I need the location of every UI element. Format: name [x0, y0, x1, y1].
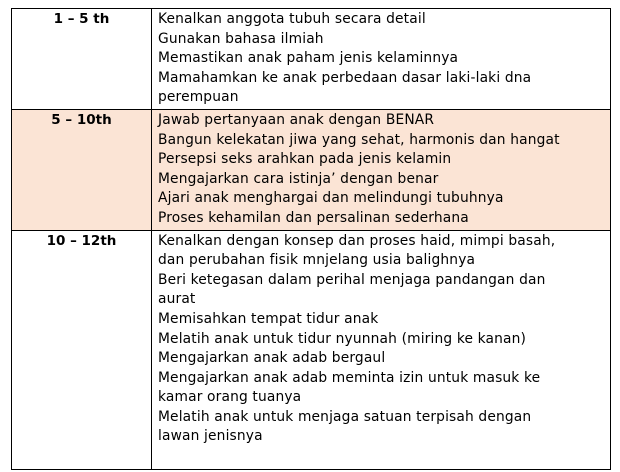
- guidance-line: Proses kehamilan dan persalinan sederhana: [158, 209, 469, 226]
- guidance-line: Memastikan anak paham jenis kelaminnya: [158, 50, 459, 67]
- table-row-age-1-5: [12, 9, 611, 110]
- guidance-line: perempuan: [158, 89, 239, 106]
- guidance-line: Persepsi seks arahkan pada jenis kelamin: [158, 151, 452, 168]
- guidance-line: lawan jenisnya: [158, 428, 263, 445]
- guidance-line: dan perubahan fisik mnjelang usia balighnya: [158, 252, 476, 269]
- guidance-line: Mengajarkan anak adab bergaul: [158, 350, 386, 367]
- guidance-line: Ajari anak menghargai dan melindungi tubuhnya: [158, 190, 504, 207]
- age-range-cell: 10 – 12th: [12, 230, 152, 469]
- guidance-line: Kenalkan dengan konsep dan proses haid, mimpi basah,: [158, 232, 556, 249]
- table-row-age-5-10: [12, 109, 611, 230]
- guidance-cell: [152, 9, 611, 110]
- guidance-line: Beri ketegasan dalam perihal menjaga pandangan dan: [158, 271, 546, 288]
- guidance-cell: [152, 109, 611, 230]
- guidance-line: Mengajarkan anak adab meminta izin untuk masuk ke: [158, 369, 541, 386]
- age-range-cell: 5 – 10th: [12, 109, 152, 230]
- guidance-cell: [152, 230, 611, 469]
- guidance-line: Melatih anak untuk menjaga satuan terpisah dengan: [158, 408, 532, 425]
- guidance-line: Jawab pertanyaan anak dengan BENAR: [158, 111, 435, 128]
- age-guidance-table: [11, 8, 611, 470]
- table-row-age-10-12: [12, 230, 611, 469]
- guidance-line: Kenalkan anggota tubuh secara detail: [158, 11, 426, 27]
- guidance-line: Memisahkan tempat tidur anak: [158, 310, 379, 327]
- guidance-line: kamar orang tuanya: [158, 389, 302, 406]
- age-range-cell: 1 – 5 th: [12, 9, 152, 110]
- guidance-line: Bangun kelekatan jiwa yang sehat, harmonis dan hangat: [158, 131, 560, 148]
- guidance-line: Gunakan bahasa ilmiah: [158, 30, 324, 47]
- guidance-line: Mamahamkan ke anak perbedaan dasar laki-laki dna: [158, 69, 532, 86]
- guidance-line: aurat: [158, 291, 196, 308]
- guidance-line: Melatih anak untuk tidur nyunnah (miring ke kanan): [158, 330, 527, 347]
- guidance-line: Mengajarkan cara istinja’ dengan benar: [158, 170, 439, 187]
